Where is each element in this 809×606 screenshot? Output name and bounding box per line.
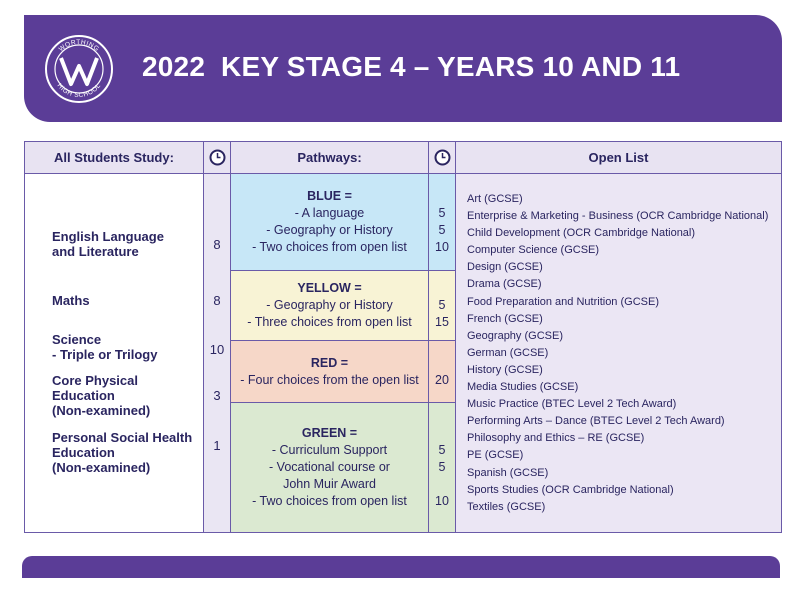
open-list <box>467 191 781 516</box>
open-list-item: Drama (GCSE) <box>467 278 542 291</box>
pathway-hours: 5 <box>438 460 446 474</box>
core-hours-cell <box>204 174 231 533</box>
pathway-hours: 20 <box>435 372 449 387</box>
pathway-blue <box>231 174 429 271</box>
pathway-yellow-hours <box>429 271 456 341</box>
pathway-line: - A language <box>294 206 365 220</box>
core-subject-pe: Core Physical Education (Non-examined) <box>52 373 151 418</box>
open-list-item: French (GCSE) <box>467 312 543 325</box>
open-list-item: Food Preparation and Nutrition (GCSE) <box>467 295 659 308</box>
school-crest-icon <box>44 34 114 104</box>
pathway-title: BLUE = <box>307 189 352 203</box>
pathway-title: GREEN = <box>301 426 358 440</box>
header-hours-core <box>204 142 231 174</box>
core-hours-pe: 3 <box>213 388 221 403</box>
pathway-title: RED = <box>310 355 349 370</box>
core-hours-science: 10 <box>209 342 225 357</box>
pathway-line: - Vocational course or <box>269 460 390 474</box>
pathway-line: - Four choices from the open list <box>240 372 419 387</box>
core-subjects-cell <box>25 174 204 533</box>
header-open-list: Open List <box>456 142 782 174</box>
pathway-hours: 5 <box>438 298 446 312</box>
open-list-item: Spanish (GCSE) <box>467 466 549 479</box>
pathway-line: - Geography or History <box>266 298 393 312</box>
pathway-title: YELLOW = <box>297 281 362 295</box>
svg-text:HIGH SCHOOL: HIGH SCHOOL <box>55 82 103 100</box>
pathway-line: - Three choices from open list <box>247 315 412 329</box>
open-list-item: German (GCSE) <box>467 346 549 359</box>
pathway-yellow <box>231 271 429 341</box>
header-all-students: All Students Study: <box>25 142 204 174</box>
core-subject-english: English Language and Literature <box>52 229 164 259</box>
clock-icon <box>434 149 451 166</box>
open-list-item: Art (GCSE) <box>467 193 523 205</box>
open-list-item: Computer Science (GCSE) <box>467 244 600 257</box>
pathway-line: John Muir Award <box>283 477 376 491</box>
page-footer-bar <box>22 556 780 578</box>
page-title: 2022 KEY STAGE 4 – YEARS 10 AND 11 <box>142 51 681 82</box>
svg-text:WORTHING: WORTHING <box>57 38 101 54</box>
pathway-hours: 5 <box>438 223 446 237</box>
open-list-item: Geography (GCSE) <box>467 329 563 342</box>
page-header <box>24 15 782 122</box>
core-subject-science: Science - Triple or Trilogy <box>52 332 158 362</box>
clock-icon <box>209 149 226 166</box>
core-hours-english: 8 <box>213 237 221 252</box>
pathway-hours: 5 <box>438 443 446 457</box>
open-list-item: Textiles (GCSE) <box>467 500 546 513</box>
header-hours-pathways <box>429 142 456 174</box>
open-list-item: Design (GCSE) <box>467 261 543 274</box>
pathway-red <box>231 341 429 403</box>
core-subject-maths: Maths <box>52 293 90 308</box>
open-list-item: Sports Studies (OCR Cambridge National) <box>467 483 674 496</box>
pathway-hours: 5 <box>438 206 446 220</box>
open-list-cell <box>456 174 782 533</box>
open-list-item: Child Development (OCR Cambridge National) <box>467 227 696 240</box>
pathway-red-hours <box>429 341 456 403</box>
open-list-item: History (GCSE) <box>467 363 543 376</box>
pathway-line: - Curriculum Support <box>271 443 388 457</box>
pathway-hours <box>429 476 455 493</box>
open-list-item: Philosophy and Ethics – RE (GCSE) <box>467 432 645 445</box>
pathway-green <box>231 403 429 533</box>
header-pathways: Pathways: <box>231 142 429 174</box>
core-hours-maths: 8 <box>213 293 221 308</box>
open-list-item: Music Practice (BTEC Level 2 Tech Award) <box>467 398 677 411</box>
core-subject-pshe: Personal Social Health Education (Non-examined) <box>52 430 193 475</box>
pathway-line: - Geography or History <box>266 223 393 237</box>
open-list-item: Media Studies (GCSE) <box>467 381 579 394</box>
open-list-item: PE (GCSE) <box>467 449 524 462</box>
open-list-item: Performing Arts – Dance (BTEC Level 2 Tech Award) <box>467 415 725 428</box>
curriculum-table <box>24 141 782 533</box>
pathway-line: - Two choices from open list <box>252 494 407 508</box>
pathway-green-hours <box>429 403 456 533</box>
pathway-hours: 10 <box>435 240 449 254</box>
pathway-line: - Two choices from open list <box>252 240 407 254</box>
pathway-hours: 15 <box>435 315 449 329</box>
open-list-item: Enterprise & Marketing - Business (OCR Cambridge National) <box>467 210 769 223</box>
pathway-hours: 10 <box>435 494 449 508</box>
pathway-blue-hours <box>429 174 456 271</box>
core-hours-pshe: 1 <box>213 438 221 453</box>
